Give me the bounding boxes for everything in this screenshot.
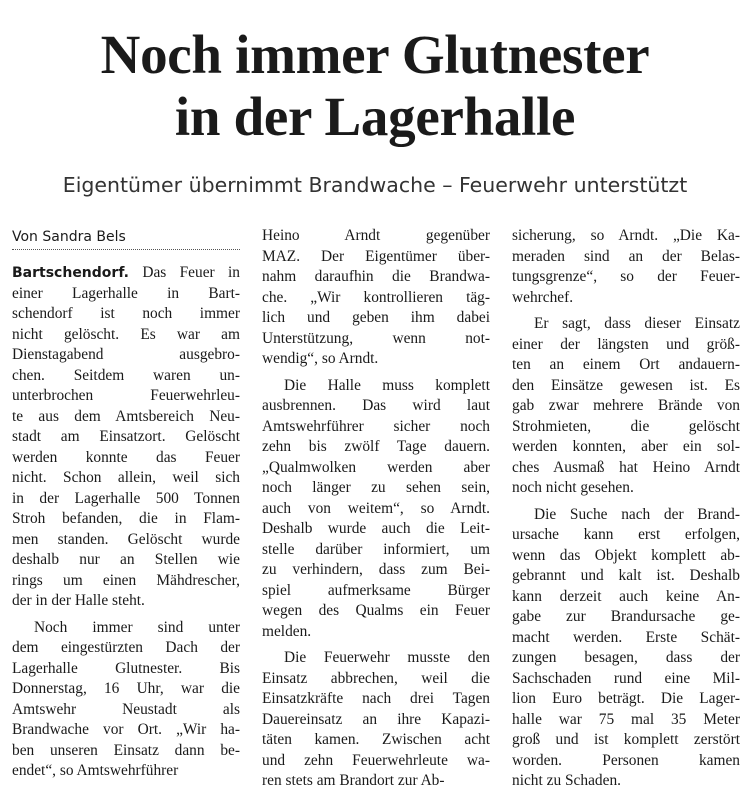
text-line: „Qualmwolken werden aber xyxy=(262,458,490,476)
text-line: ben unseren Einsatz dann be- xyxy=(12,741,240,759)
text-line: noch nicht gesehen. xyxy=(512,479,634,496)
article-paragraph xyxy=(12,263,240,612)
text-line: noch länger zu sehen sein, xyxy=(262,479,490,496)
text-line: gebrannt und kalt ist. Deshalb xyxy=(512,567,740,584)
text-line: wehrchef. xyxy=(512,288,574,306)
text-line: wegen des Qualms ein Feuer xyxy=(262,602,490,619)
text-line: tungsgrenze“, so der Feuer- xyxy=(512,268,740,285)
text-line: kann derzeit auch keine An- xyxy=(512,587,740,605)
article-paragraph xyxy=(262,648,490,792)
text-line: den Einsätze gewesen ist. Es xyxy=(512,376,740,394)
text-line: Die Suche nach der Brand- xyxy=(534,505,740,523)
text-line: MAZ. Der Eigentümer über- xyxy=(262,247,490,265)
text-line: wenn das Objekt komplett ab- xyxy=(512,546,740,564)
text-line: te aus dem Amtsbereich Neu- xyxy=(12,407,240,425)
text-line: Heino Arndt gegenüber xyxy=(262,227,490,244)
text-line: spiel aufmerksame Bürger xyxy=(262,581,490,599)
article-paragraph xyxy=(512,226,740,308)
text-line: Amtswehrführer sicher noch xyxy=(262,417,490,435)
text-line: halle war 75 mal 35 Meter xyxy=(512,710,740,728)
article-column-3 xyxy=(512,226,740,792)
text-line: Deshalb wurde auch die Leit- xyxy=(262,520,490,537)
text-line: Die Halle muss komplett xyxy=(284,376,490,394)
text-line: einer der längsten und größ- xyxy=(512,335,740,353)
text-line: meraden sind an der Belas- xyxy=(512,247,740,265)
text-line: melden. xyxy=(262,622,312,640)
text-line: in der Lagerhalle 500 Tonnen xyxy=(12,489,240,507)
column-2-body xyxy=(262,226,490,792)
text-line: nicht zu Schaden. xyxy=(512,772,621,789)
text-line: gabe zur Brandursache ge- xyxy=(512,608,740,625)
headline xyxy=(0,24,750,148)
article-paragraph xyxy=(12,618,240,782)
headline-line-2: in der Lagerhalle xyxy=(174,86,576,147)
text-line: ches Ausmaß hat Heino Arndt xyxy=(512,458,740,476)
text-line: men standen. Gelöscht wurde xyxy=(12,530,240,548)
article-paragraph xyxy=(262,226,490,370)
text-line: werden konnten, aber ein sol- xyxy=(512,438,740,455)
text-line: der in der Halle steht. xyxy=(12,592,145,609)
text-line: Er sagt, dass dieser Einsatz xyxy=(534,315,740,332)
text-line: ten an einem Ort andauern- xyxy=(512,356,740,373)
text-line: chen. Seitdem waren un- xyxy=(12,366,240,384)
article-paragraph xyxy=(512,314,740,499)
text-line: einer Lagerhalle in Bart- xyxy=(12,284,240,302)
text-line: unterbrochen Feuerwehrleu- xyxy=(12,387,240,404)
text-line: sicherung, so Arndt. „Die Ka- xyxy=(512,227,740,244)
text-line-rest: Das Feuer in xyxy=(128,264,240,281)
text-line: zu verhindern, dass zum Bei- xyxy=(262,561,490,578)
text-line: Stroh befanden, die in Flam- xyxy=(12,510,240,527)
text-line: Einsatzkräfte nach drei Tagen xyxy=(262,690,490,707)
text-line: ursache kann erst erfolgen, xyxy=(512,526,740,543)
text-line: ausbrennen. Das wird laut xyxy=(262,397,490,414)
text-line: Donnerstag, 16 Uhr, war die xyxy=(12,680,240,697)
byline: Von Sandra Bels xyxy=(12,226,240,250)
text-line: dem eingestürzten Dach der xyxy=(12,639,240,656)
text-line: gab zwar mehrere Brände von xyxy=(512,397,740,414)
text-line: Dienstagabend ausgebro- xyxy=(12,346,240,363)
text-line: Die Feuerwehr musste den xyxy=(284,649,490,666)
text-line: Einsatz abbrechen, weil die xyxy=(262,669,490,687)
text-line: Amtswehr Neustadt als xyxy=(12,700,240,718)
text-line: täten kamen. Zwischen acht xyxy=(262,731,490,748)
text-line: lion Euro beträgt. Die Lager- xyxy=(512,690,740,707)
subheadline: Eigentümer übernimmt Brandwache – Feuerwehr unterstützt xyxy=(62,173,688,197)
text-line: stelle darüber informiert, um xyxy=(262,540,490,558)
text-line: ren stets am Brandort zur Ab- xyxy=(262,772,445,789)
text-line: zehn bis zwölf Tage dauern. xyxy=(262,438,490,455)
text-line: auch von weitem“, so Arndt. xyxy=(262,499,490,517)
text-line: stadt am Einsatzort. Gelöscht xyxy=(12,428,240,445)
column-3-body xyxy=(512,226,740,792)
text-line: nicht gelöscht. Es war am xyxy=(12,325,240,343)
headline-line-1: Noch immer Glutnester xyxy=(100,24,650,85)
text-line: schendorf ist noch immer xyxy=(12,305,240,322)
article-paragraph xyxy=(512,505,740,792)
text-line xyxy=(12,263,240,284)
text-line: wendig“, so Arndt. xyxy=(262,350,379,367)
text-line: Noch immer sind unter xyxy=(34,618,240,636)
text-line: lich und geben ihm dabei xyxy=(262,309,490,326)
text-line: nahm daraufhin die Brandwa- xyxy=(262,268,490,285)
article-paragraph xyxy=(262,376,490,643)
text-line: rings um einen Mähdrescher, xyxy=(12,571,240,589)
text-line: macht werden. Erste Schät- xyxy=(512,628,740,646)
text-line: deshalb nur an Stellen wie xyxy=(12,551,240,568)
article-column-1 xyxy=(12,226,240,782)
article-column-2 xyxy=(262,226,490,792)
text-line: endet“, so Amtswehrführer xyxy=(12,762,179,779)
text-line: zungen besagen, dass der xyxy=(512,649,740,666)
text-line: nicht. Schon allein, weil sich xyxy=(12,469,240,486)
text-line: groß und ist komplett zerstört xyxy=(512,731,740,748)
text-line: Brandwache vor Ort. „Wir ha- xyxy=(12,721,240,738)
column-1-body xyxy=(12,263,240,782)
dateline: Bartschendorf. xyxy=(12,265,129,281)
text-line: und zehn Feuerwehrleute wa- xyxy=(262,751,490,769)
text-line: Dauereinsatz an ihre Kapazi- xyxy=(262,710,490,728)
text-line: Lagerhalle Glutnester. Bis xyxy=(12,659,240,677)
text-line: Unterstützung, wenn not- xyxy=(262,329,490,347)
text-line: worden. Personen kamen xyxy=(512,751,740,769)
text-line: Sachschaden rund eine Mil- xyxy=(512,669,740,687)
text-line: che. „Wir kontrollieren täg- xyxy=(262,288,490,306)
text-line: Strohmieten, die gelöscht xyxy=(512,417,740,435)
text-line: werden konnte das Feuer xyxy=(12,448,240,466)
